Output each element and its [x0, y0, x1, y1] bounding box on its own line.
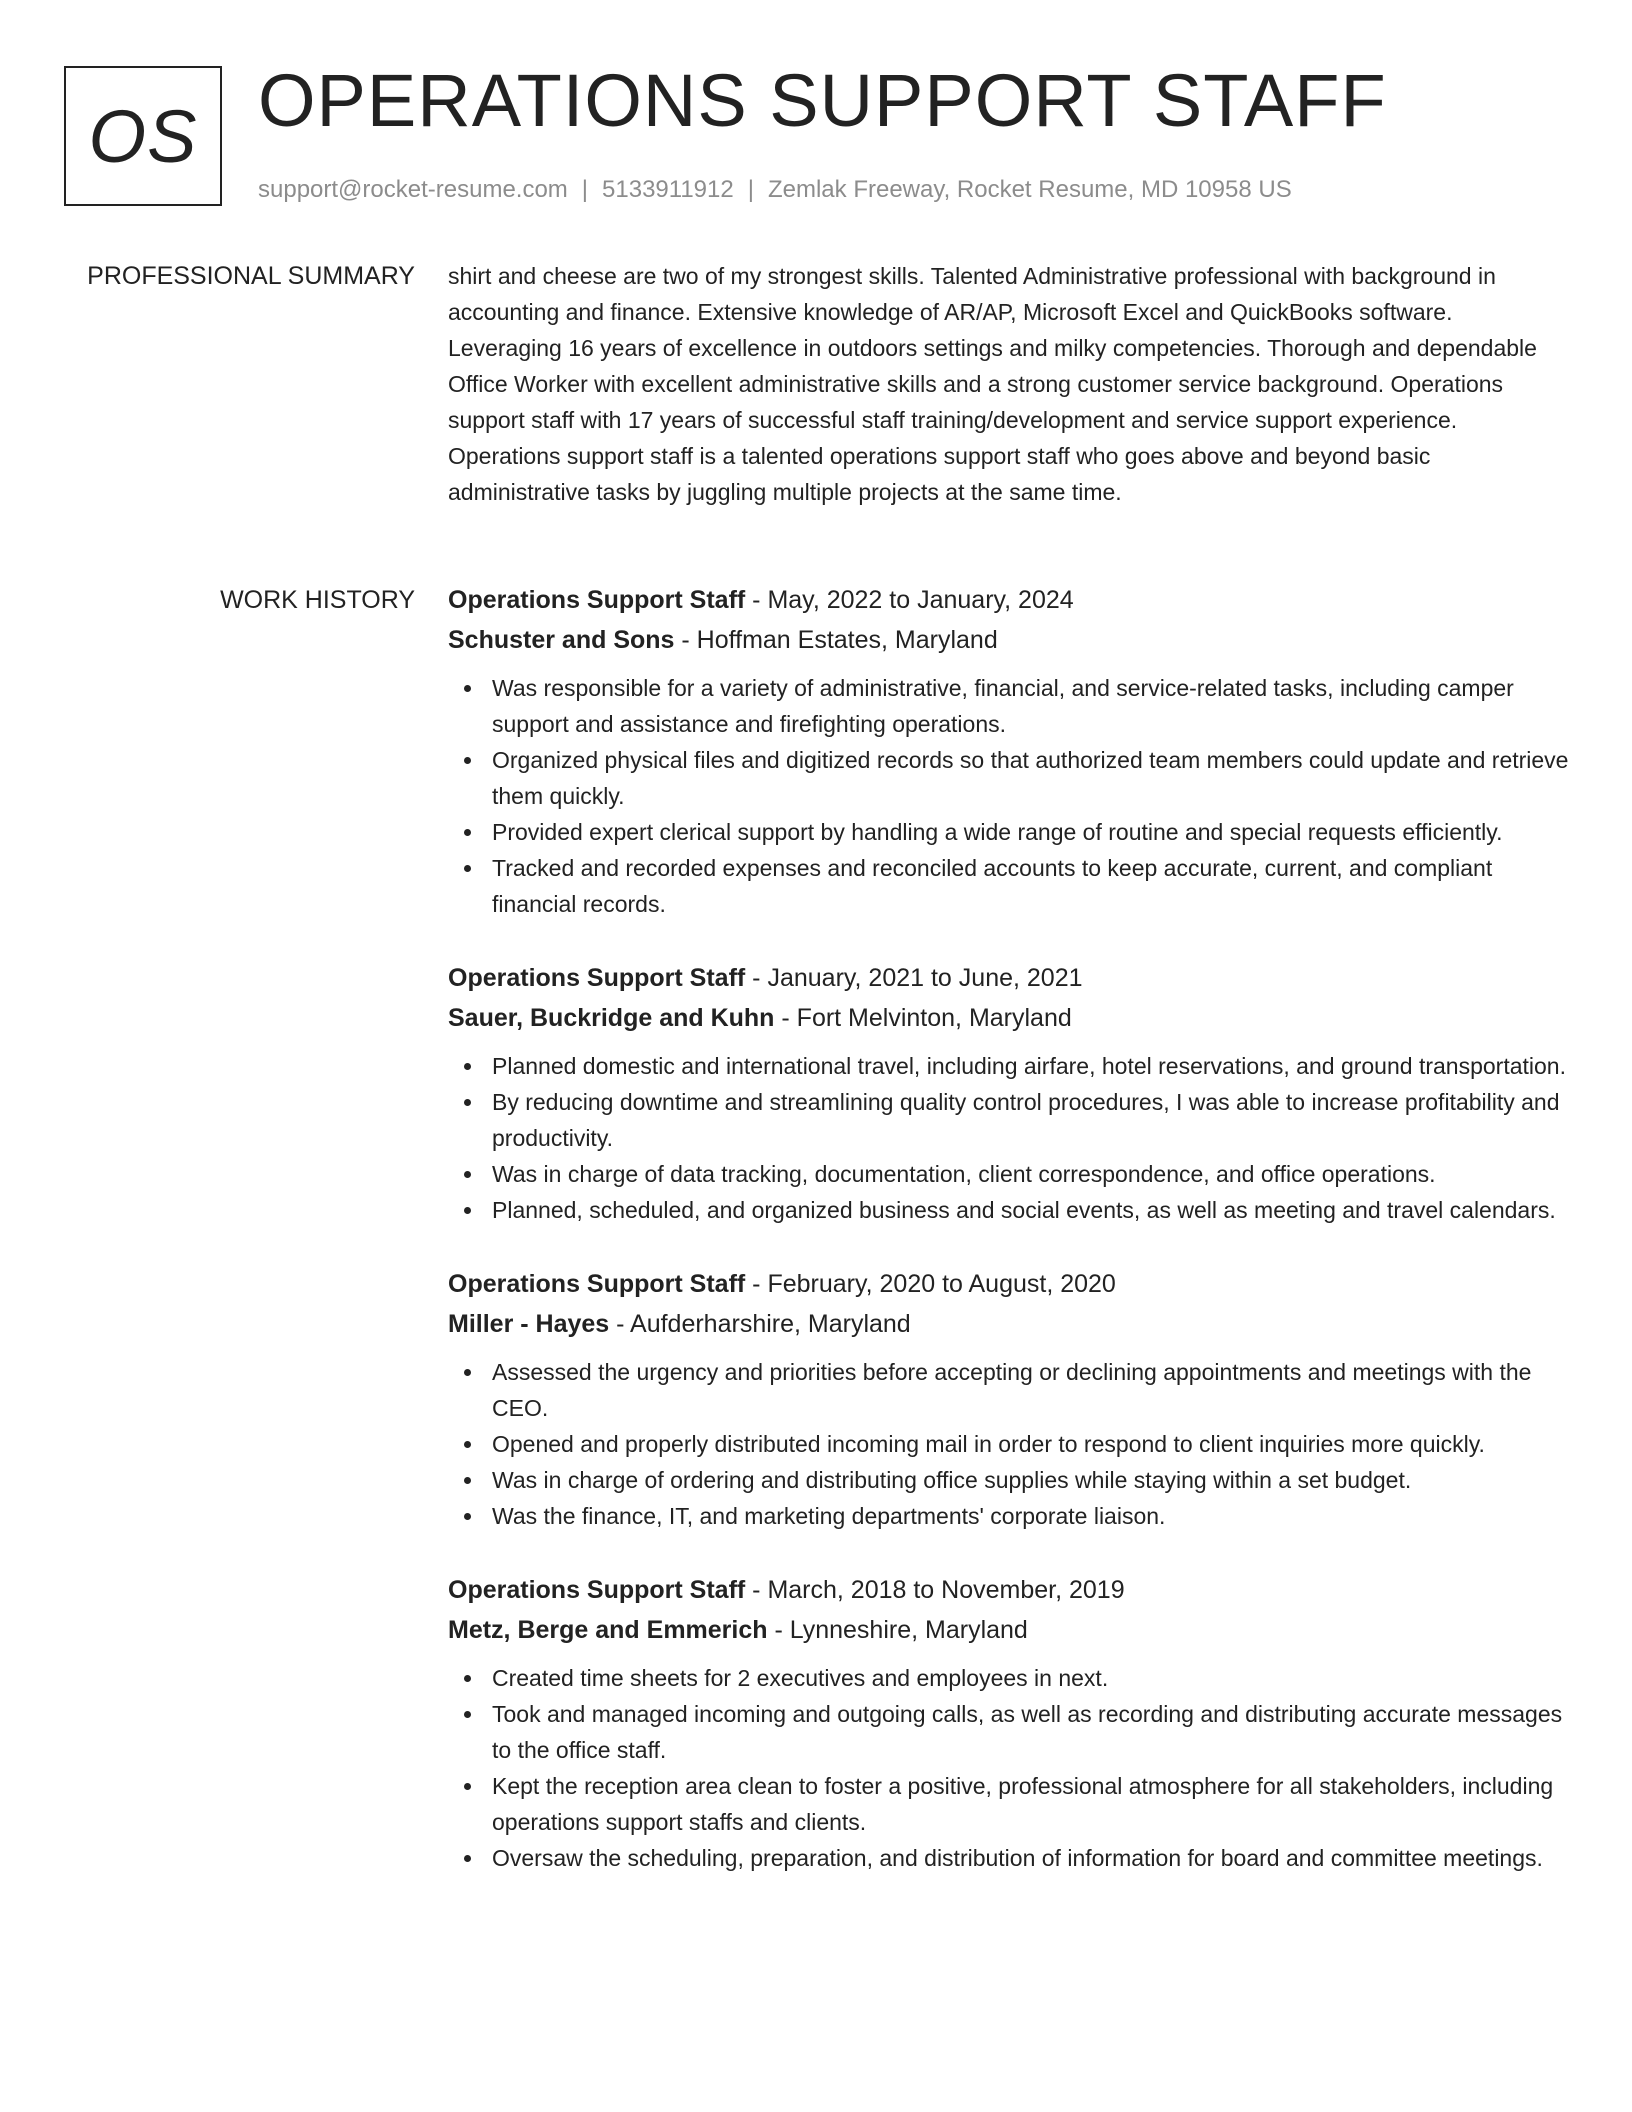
- job-company-line: [448, 1610, 1570, 1650]
- job-bullet: Planned domestic and international travel, including airfare, hotel reservations, and ground transportation.: [492, 1048, 1570, 1084]
- job-title: Operations Support Staff: [448, 586, 746, 614]
- job-entry: [448, 1570, 1570, 1876]
- contact-address: Zemlak Freeway, Rocket Resume, MD 10958 US: [767, 176, 1292, 203]
- contact-separator: |: [581, 176, 589, 203]
- job-company-line: [448, 1304, 1570, 1344]
- job-bullet: Organized physical files and digitized records so that authorized team members could update and retrieve them quickly.: [492, 742, 1570, 814]
- job-bullet: Was in charge of ordering and distributing office supplies while staying within a set budget.: [492, 1462, 1570, 1498]
- summary-text: shirt and cheese are two of my strongest skills. Talented Administrative professional with background in accounting and finance. Extensive knowledge of AR/AP, Microsoft Excel and QuickBooks software. Leveraging 16 years of excellence in outdoors settings and milky competencies. Thorough and dependable Office Worker with excellent administrative skills and a strong customer service background. Operations support staff with 17 years of successful staff training/development and service support experience. Operations support staff is a talented operations support staff who goes above and beyond basic administrative tasks by juggling multiple projects at the same time.: [448, 263, 1537, 505]
- job-bullet: Was in charge of data tracking, documentation, client correspondence, and office operations.: [492, 1156, 1570, 1192]
- job-title-line: [448, 1570, 1570, 1610]
- job-dates: - March, 2018 to November, 2019: [745, 1576, 1125, 1604]
- candidate-name: OPERATIONS SUPPORT STAFF: [258, 59, 1387, 142]
- contact-phone: 5133911912: [602, 176, 734, 203]
- job-location: - Hoffman Estates, Maryland: [674, 626, 998, 654]
- job-bullet: Created time sheets for 2 executives and employees in next.: [492, 1660, 1570, 1696]
- job-entry: [448, 580, 1570, 922]
- job-dates: - February, 2020 to August, 2020: [745, 1270, 1116, 1298]
- job-location: - Fort Melvinton, Maryland: [774, 1004, 1072, 1032]
- work-history-heading: WORK HISTORY: [220, 586, 415, 614]
- monogram-box: OS: [64, 66, 222, 206]
- job-bullets: [448, 1354, 1570, 1534]
- summary-body: [448, 258, 1570, 510]
- job-title-line: [448, 580, 1570, 620]
- job-entry: [448, 958, 1570, 1228]
- job-company: Miller - Hayes: [448, 1310, 610, 1338]
- job-title-line: [448, 958, 1570, 998]
- job-bullet: Was the finance, IT, and marketing departments' corporate liaison.: [492, 1498, 1570, 1534]
- contact-line: [258, 176, 1292, 204]
- job-dates: - January, 2021 to June, 2021: [745, 964, 1083, 992]
- job-bullet: Oversaw the scheduling, preparation, and distribution of information for board and committee meetings.: [492, 1840, 1570, 1876]
- job-bullet: By reducing downtime and streamlining quality control procedures, I was able to increase profitability and productivity.: [492, 1084, 1570, 1156]
- job-bullet: Opened and properly distributed incoming mail in order to respond to client inquiries more quickly.: [492, 1426, 1570, 1462]
- job-title: Operations Support Staff: [448, 1270, 746, 1298]
- job-bullet: Kept the reception area clean to foster a positive, professional atmosphere for all stakeholders, including operations support staffs and clients.: [492, 1768, 1570, 1840]
- job-bullet: Was responsible for a variety of administrative, financial, and service-related tasks, including camper support and assistance and firefighting operations.: [492, 670, 1570, 742]
- work-history-body: [448, 580, 1570, 1912]
- job-dates: - May, 2022 to January, 2024: [745, 586, 1074, 614]
- job-bullet: Tracked and recorded expenses and reconciled accounts to keep accurate, current, and compliant financial records.: [492, 850, 1570, 922]
- job-location: - Lynneshire, Maryland: [767, 1616, 1028, 1644]
- job-company: Metz, Berge and Emmerich: [448, 1616, 768, 1644]
- job-bullets: [448, 1048, 1570, 1228]
- job-bullets: [448, 1660, 1570, 1876]
- job-entry: [448, 1264, 1570, 1534]
- contact-separator: |: [747, 176, 754, 203]
- job-company: Schuster and Sons: [448, 626, 675, 654]
- job-company-line: [448, 620, 1570, 660]
- resume-header: [64, 59, 1568, 216]
- job-bullet: Provided expert clerical support by handling a wide range of routine and special requests efficiently.: [492, 814, 1570, 850]
- summary-heading: PROFESSIONAL SUMMARY: [87, 262, 415, 290]
- job-location: - Aufderharshire, Maryland: [609, 1310, 911, 1338]
- job-bullet: Assessed the urgency and priorities before accepting or declining appointments and meetings with the CEO.: [492, 1354, 1570, 1426]
- job-company: Sauer, Buckridge and Kuhn: [448, 1004, 775, 1032]
- job-bullet: Planned, scheduled, and organized business and social events, as well as meeting and travel calendars.: [492, 1192, 1570, 1228]
- job-bullet: Took and managed incoming and outgoing calls, as well as recording and distributing accurate messages to the office staff.: [492, 1696, 1570, 1768]
- contact-email: support@rocket-resume.com: [258, 176, 568, 203]
- job-title-line: [448, 1264, 1570, 1304]
- job-bullets: [448, 670, 1570, 922]
- job-company-line: [448, 998, 1570, 1038]
- job-title: Operations Support Staff: [448, 1576, 746, 1604]
- job-title: Operations Support Staff: [448, 964, 746, 992]
